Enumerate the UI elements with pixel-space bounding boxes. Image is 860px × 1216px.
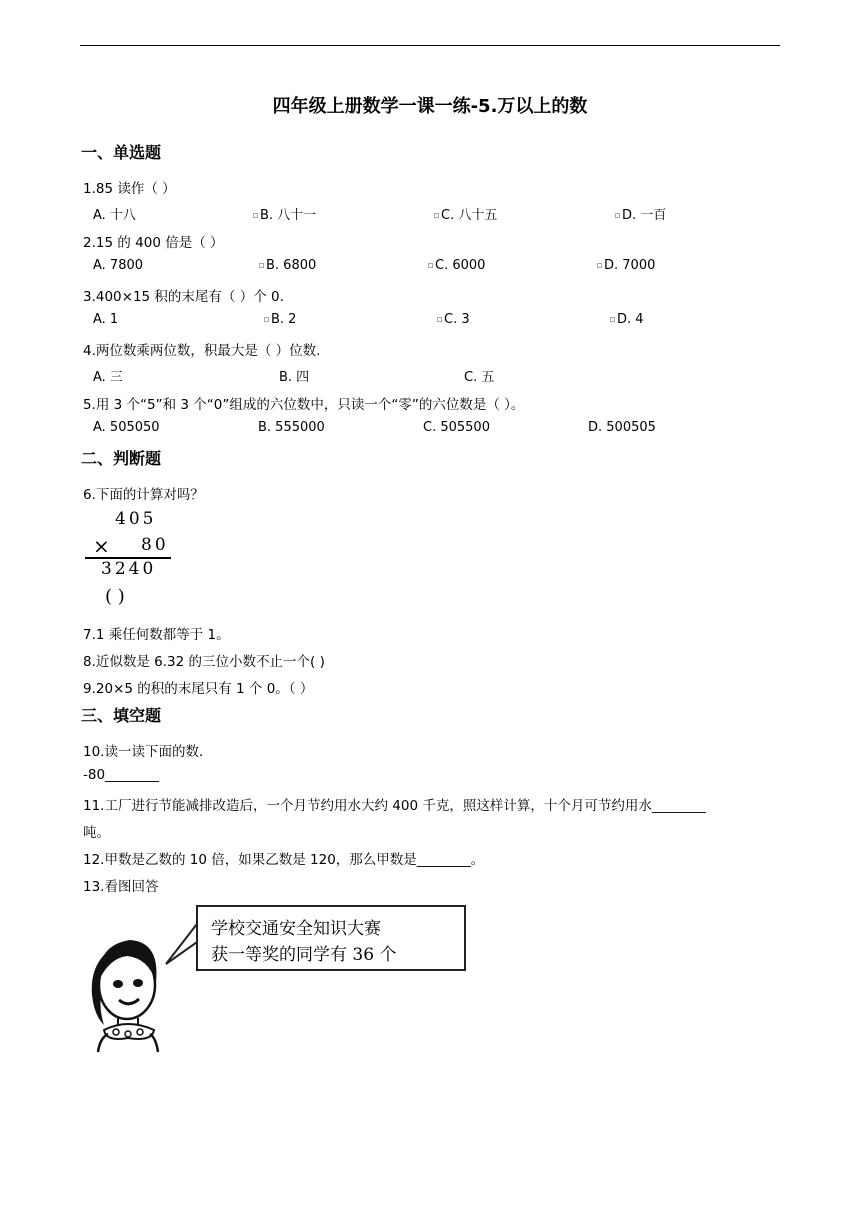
page-title: 四年级上册数学一课一练-5.万以上的数 [272,96,588,117]
question-10-answer-line[interactable]: -80________ [83,767,160,783]
q5-option-c[interactable]: C. 505500 [423,420,490,435]
girl-icon [82,900,212,1055]
option-marker-icon [434,213,439,218]
q1-option-c[interactable]: C. 八十五 [434,204,497,223]
multiplication-figure [85,507,180,612]
multiply-sign-icon: × [93,534,113,558]
q4-option-b[interactable]: B. 四 [279,370,310,385]
option-marker-icon [428,263,433,268]
q2-option-a[interactable]: A. 7800 [93,258,144,273]
calc-multiplier: 80 [141,535,169,555]
question-7: 7.1 乘任何数都等于 1。 [83,627,230,643]
q5-option-b[interactable]: B. 555000 [258,420,325,435]
option-marker-icon [437,317,442,322]
top-rule [80,45,780,46]
question-5: 5.用 3 个“5”和 3 个“0”组成的六位数中，只读一个“零”的六位数是（ ）。 [83,397,525,413]
option-marker-icon [610,317,615,322]
girl-speech-illustration [82,900,472,1055]
question-12: 12.甲数是乙数的 10 倍，如果乙数是 120，那么甲数是________。 [83,852,485,868]
q2-option-d[interactable]: D. 7000 [597,258,655,273]
q3-option-b[interactable]: B. 2 [264,312,296,327]
q3-option-d[interactable]: D. 4 [610,312,644,327]
q5-option-d[interactable]: D. 500505 [588,420,656,435]
question-13: 13.看图回答 [83,879,159,895]
question-6: 6.下面的计算对吗？ [83,487,204,503]
q4-option-a[interactable]: A. 三 [93,370,123,385]
option-marker-icon [259,263,264,268]
question-1: 1.85 读作（ ） [83,181,176,197]
q2-option-b[interactable]: B. 6800 [259,258,316,273]
q5-option-a[interactable]: A. 505050 [93,420,160,435]
option-marker-icon [615,213,620,218]
section-heading-true-false: 二、判断题 [81,449,162,468]
option-marker-icon [264,317,269,322]
section-heading-fill-blank: 三、填空题 [81,706,162,725]
question-10: 10.读一读下面的数． [83,744,213,760]
option-marker-icon [253,213,258,218]
q1-option-a[interactable]: A. 十八 [93,208,136,223]
q4-option-c[interactable]: C. 五 [464,370,495,385]
q2-option-c[interactable]: C. 6000 [428,258,485,273]
q3-option-c[interactable]: C. 3 [437,312,470,327]
option-marker-icon [597,263,602,268]
section-heading-single-choice: 一、单选题 [81,143,162,162]
calc-answer-paren[interactable]: ( ) [105,586,125,607]
speech-line-2: 获一等奖的同学有 36 个 [211,945,397,965]
calc-multiplicand: 405 [115,509,157,529]
q1-option-b[interactable]: B. 八十一 [253,204,316,223]
question-3: 3.400×15 积的末尾有（ ）个 0. [83,289,284,305]
q3-option-a[interactable]: A. 1 [93,312,119,327]
question-4: 4.两位数乘两位数，积最大是（ ）位数. [83,343,321,359]
calc-result: 3240 [101,559,157,579]
question-2: 2.15 的 400 倍是（ ） [83,235,224,251]
q1-option-d[interactable]: D. 一百 [615,204,666,223]
speech-line-1: 学校交通安全知识大赛 [211,919,381,939]
question-8: 8.近似数是 6.32 的三位小数不止一个( ) [83,654,325,670]
question-11-cont: 吨。 [83,825,110,841]
question-9: 9.20×5 的积的末尾只有 1 个 0。（ ） [83,681,314,697]
question-11: 11.工厂进行节能减排改造后，一个月节约用水大约 400 千克，照这样计算，十个月可节约用水________ [83,798,706,814]
